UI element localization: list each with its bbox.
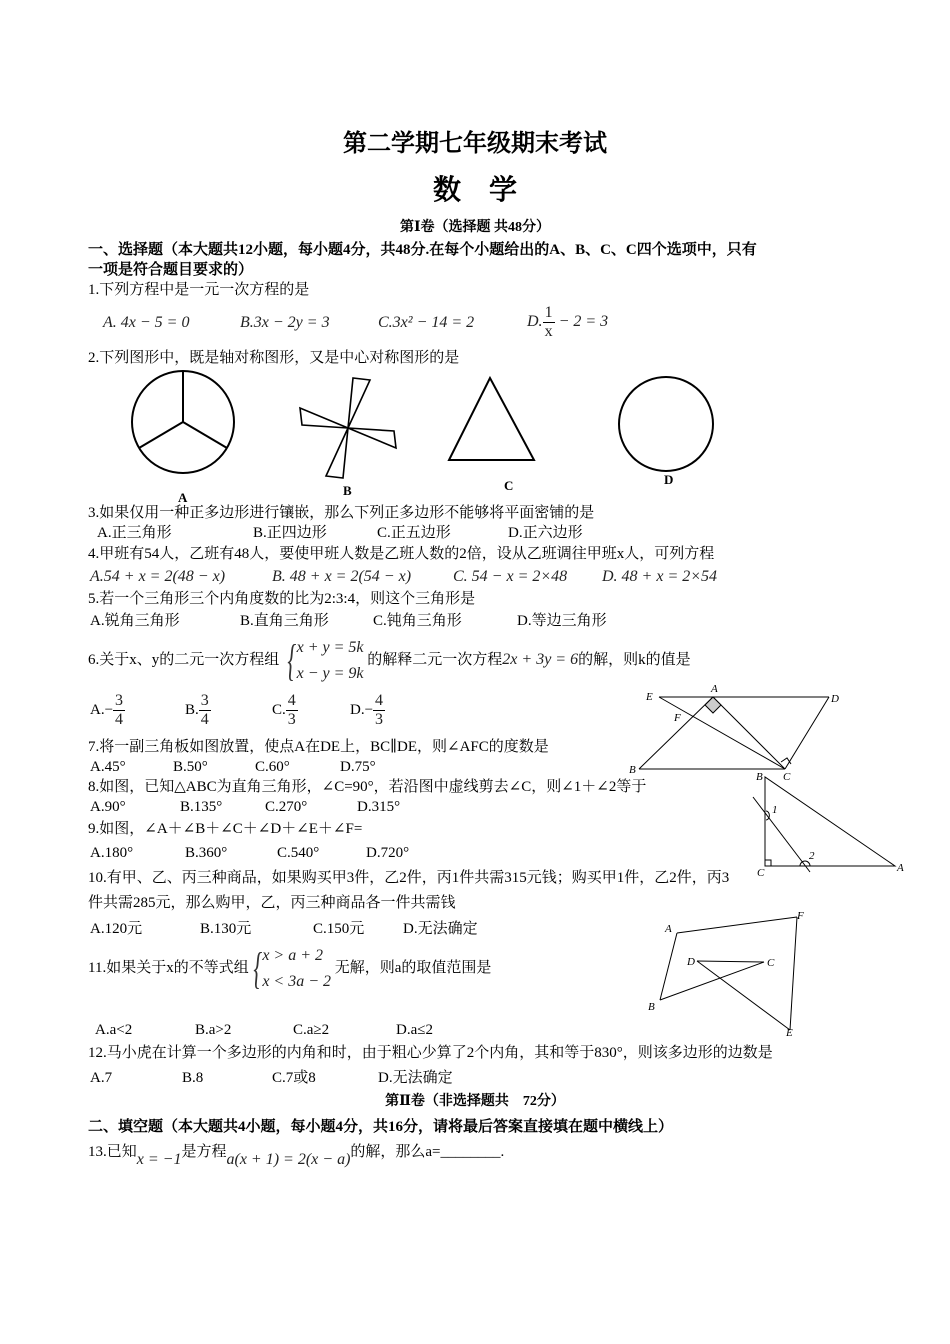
q9-label-b: B [648, 1001, 655, 1013]
q4-option-a: A.54 + x = 2(48 − x) [90, 568, 226, 585]
q2-label-b: B [343, 483, 352, 498]
q6-c-prefix: C. [272, 701, 286, 718]
q3-stem: 3.如果仅用一种正多边形进行镶嵌，那么下列正多边形不能够将平面密铺的是 [88, 505, 595, 521]
q8-stem: 8.如图，已知△ABC为直角三角形，∠C=90°，若沿图中虚线剪去∠C，则∠1＋∠2等于 [88, 779, 647, 795]
q11-stem-pre: 11.如果关于x的不等式组 [88, 960, 249, 976]
q12-option-c: C.7或8 [272, 1070, 316, 1086]
q1-option-b: B.3x − 2y = 3 [240, 314, 330, 331]
q10-option-b: B.130元 [200, 921, 252, 937]
q11-eq1: x > a + 2 [262, 946, 324, 964]
q8-label-b: B [756, 771, 763, 783]
q12-option-a: A.7 [90, 1070, 113, 1086]
q8-option-b: B.135° [180, 799, 223, 815]
q6-stem-mid: 的解释二元一次方程 [367, 652, 503, 668]
q8-option-c: C.270° [265, 799, 308, 815]
exam-title: 第二学期七年级期末考试 [343, 131, 607, 157]
q6-stem-pre: 6.关于x、y的二元一次方程组 [88, 652, 280, 668]
q2-label-a: A [178, 490, 188, 505]
q11-eq2: x < 3a − 2 [262, 972, 332, 990]
q7-label-c: C [783, 771, 791, 783]
q1-d-prefix: D. [527, 313, 543, 331]
q9-option-a: A.180° [90, 845, 134, 861]
q7-option-d: D.75° [340, 759, 376, 775]
q7-label-f: F [674, 712, 681, 724]
q7-option-c: C.60° [255, 759, 290, 775]
brace-icon: { [287, 635, 297, 685]
q8-figure [753, 777, 895, 872]
q5-option-d: D.等边三角形 [517, 613, 607, 629]
q9-option-c: C.540° [277, 845, 320, 861]
q11-option-b: B.a>2 [195, 1022, 232, 1038]
q2-stem: 2.下列图形中，既是轴对称图形，又是中心对称图形的是 [88, 350, 460, 366]
q6-d-prefix: D.− [350, 701, 374, 718]
q12-option-b: B.8 [182, 1070, 204, 1086]
part1-header: 第Ⅰ卷（选择题 共48分） [399, 220, 551, 235]
q11-option-c: C.a≥2 [293, 1022, 330, 1038]
subject-title: 数 学 [432, 175, 517, 206]
q6-eq1: x + y = 5k [296, 638, 364, 656]
q2-figure-c-triangle [449, 378, 534, 460]
q7-option-a: A.45° [90, 759, 126, 775]
q1-d-den: x [544, 323, 553, 340]
q7-option-b: B.50° [173, 759, 208, 775]
q9-stem: 9.如图，∠A＋∠B＋∠C＋∠D＋∠E＋∠F= [88, 821, 363, 837]
q6-stem-post: 的解，则k的值是 [578, 652, 691, 668]
q6-eq2: x − y = 9k [296, 664, 364, 682]
q11-stem-post: 无解，则a的取值范围是 [334, 960, 492, 976]
q1-d-num: 1 [544, 304, 553, 321]
q9-label-f: F [797, 910, 804, 922]
q5-stem: 5.若一个三角形三个内角度数的比为2:3:4，则这个三角形是 [88, 591, 476, 607]
q7-label-d: D [831, 693, 839, 705]
q9-option-d: D.720° [366, 845, 410, 861]
section1-line1: 一、选择题（本大题共12小题，每小题4分，共48分.在每个小题给出的A、B、C、C四个选项中，只有 [88, 242, 757, 258]
q9-label-d: D [687, 956, 695, 968]
q3-option-a: A.正三角形 [97, 525, 172, 541]
q6-a-num: 3 [115, 692, 124, 709]
q1-stem: 1.下列方程中是一元一次方程的是 [88, 282, 310, 298]
q13-eq1: x = −1 [136, 1151, 182, 1168]
q13-post: 的解，那么a=________. [350, 1144, 505, 1160]
q3-option-d: D.正六边形 [508, 525, 583, 541]
q4-option-c: C. 54 − x = 2×48 [453, 568, 568, 585]
q6-a-prefix: A.− [90, 701, 114, 718]
q4-stem: 4.甲班有54人，乙班有48人，要使甲班人数是乙班人数的2倍，设从乙班调往甲班x人，可列方程 [88, 546, 715, 562]
q5-option-c: C.钝角三角形 [373, 613, 462, 629]
section2-header: 二、填空题（本大题共4小题，每小题4分，共16分，请将最后答案直接填在题中横线上） [88, 1119, 674, 1135]
q7-figure [639, 697, 829, 769]
q12-option-d: D.无法确定 [378, 1070, 453, 1086]
q13-eq2: a(x + 1) = 2(x − a) [226, 1151, 351, 1168]
q8-label-1: 1 [772, 804, 778, 816]
q8-option-d: D.315° [357, 799, 401, 815]
q8-option-a: A.90° [90, 799, 126, 815]
q6-c-den: 3 [287, 711, 296, 728]
q13-mid: 是方程 [181, 1144, 227, 1160]
q12-stem: 12.马小虎在计算一个多边形的内角和时，由于粗心少算了2个内角，其和等于830°，则该多边形的边数是 [88, 1045, 773, 1061]
q2-label-c: C [504, 478, 514, 493]
q7-stem: 7.将一副三角板如图放置，使点A在DE上，BC∥DE，则∠AFC的度数是 [88, 739, 549, 755]
q10-option-c: C.150元 [313, 921, 365, 937]
q4-option-d: D. 48 + x = 2×54 [602, 568, 718, 585]
q1-d-rest: − 2 = 3 [554, 313, 609, 331]
q8-label-2: 2 [809, 850, 815, 862]
q6-d-den: 3 [375, 711, 384, 728]
q6-d-num: 4 [375, 692, 384, 709]
q1-option-c: C.3x² − 14 = 2 [378, 314, 475, 331]
q6-b-den: 4 [200, 711, 209, 728]
q6-b-prefix: B. [185, 701, 199, 718]
q10-stem-line1: 10.有甲、乙、丙三种商品，如果购买甲3件，乙2件，丙1件共需315元钱；购买甲1件，乙2件，丙3 [88, 870, 730, 886]
q8-label-c: C [757, 867, 765, 879]
q2-figure-a-circle-three-sectors [132, 371, 234, 473]
q9-label-c: C [767, 957, 775, 969]
q10-stem-line2: 件共需285元，那么购甲，乙，丙三种商品各一件共需钱 [88, 895, 456, 911]
q2-label-d: D [664, 472, 674, 487]
q2-figure-d-circle [619, 377, 713, 471]
q7-label-a: A [711, 683, 718, 695]
q10-option-a: A.120元 [90, 921, 143, 937]
q11-option-d: D.a≤2 [396, 1022, 433, 1038]
q8-label-a: A [897, 862, 904, 874]
q3-option-c: C.正五边形 [377, 525, 451, 541]
q11-option-a: A.a<2 [95, 1022, 133, 1038]
q9-option-b: B.360° [185, 845, 228, 861]
part2-header: 第Ⅱ卷（非选择题共 72分） [385, 1094, 565, 1109]
q6-b-num: 3 [200, 692, 209, 709]
q10-option-d: D.无法确定 [403, 921, 478, 937]
q2-figure-b-pinwheel [300, 378, 396, 478]
q5-option-a: A.锐角三角形 [90, 613, 180, 629]
q6-eq3: 2x + 3y = 6 [502, 651, 579, 668]
q1-option-a: A. 4x − 5 = 0 [103, 314, 190, 331]
q7-label-e: E [646, 691, 653, 703]
q9-label-a: A [665, 923, 672, 935]
section1-line2: 一项是符合题目要求的） [88, 262, 254, 278]
brace-icon: { [253, 943, 262, 993]
q6-c-num: 4 [287, 692, 296, 709]
q7-label-b: B [629, 764, 636, 776]
q13-pre: 13.已知 [88, 1144, 137, 1160]
q9-label-e: E [786, 1027, 793, 1039]
q9-figure [660, 917, 797, 1030]
q5-option-b: B.直角三角形 [240, 613, 329, 629]
q4-option-b: B. 48 + x = 2(54 − x) [272, 568, 412, 585]
q6-a-den: 4 [115, 711, 124, 728]
q3-option-b: B.正四边形 [253, 525, 327, 541]
